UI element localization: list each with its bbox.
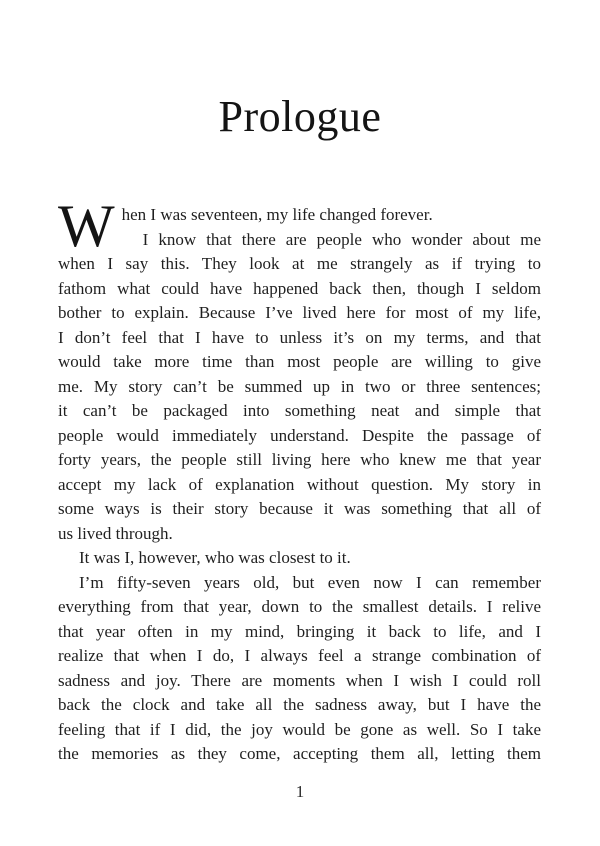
text-line: it can’t be packaged into something neat and simple that: [58, 401, 541, 420]
text-line: realize that when I do, I always feel a strange combination of: [58, 646, 541, 665]
text-line: the memories as they come, accepting them all, letting them: [58, 744, 541, 763]
text-line: that year often in my mind, bringing it back to life, and I: [58, 621, 541, 641]
text-line: sadness and joy. There are moments when I wish I could roll: [58, 670, 541, 690]
text-line: feeling that if I did, the joy would be gone as well. So I take: [58, 719, 541, 739]
text-line: bother to explain. Because I’ve lived here for most of my life,: [58, 303, 541, 322]
text-line: forty years, the people still living here who knew me that year: [58, 450, 541, 469]
text-line: when I say this. They look at me strangely as if trying to: [58, 254, 541, 273]
text-line: accept my lack of explanation without question. My story in: [58, 474, 541, 494]
text-line: people would immediately understand. Despite the passage of: [58, 425, 541, 445]
text-line: I’m fifty-seven years old, but even now I can remember: [79, 572, 541, 592]
text-line: I know that there are people who wonder about me: [142, 229, 541, 249]
text-line: some ways is their story because it was something that all of: [58, 499, 541, 518]
chapter-title: Prologue: [218, 92, 382, 142]
body-text: [58, 193, 541, 767]
text-line: us lived through.: [58, 523, 173, 543]
page-number: 1: [295, 782, 305, 801]
text-line: hen I was seventeen, my life changed forever.: [121, 205, 433, 224]
text-line: me. My story can’t be summed up in two or three sentences;: [58, 376, 541, 396]
drop-cap: W: [58, 193, 115, 259]
text-line: It was I, however, who was closest to it.: [79, 548, 351, 567]
text-line: would take more time than most people are willing to give: [58, 352, 541, 371]
text-line: everything from that year, down to the smallest details. I relive: [58, 597, 541, 616]
text-line: fathom what could have happened back then, though I seldom: [58, 278, 541, 298]
text-line: I don’t feel that I have to unless it’s on my terms, and that: [58, 327, 541, 347]
text-line: back the clock and take all the sadness away, but I have the: [58, 695, 541, 714]
